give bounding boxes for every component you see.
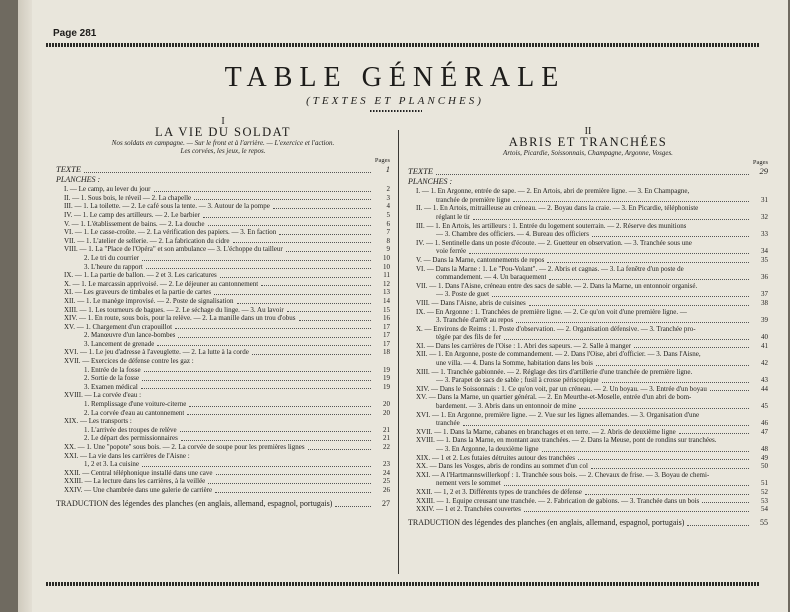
dot-leader xyxy=(591,468,749,469)
toc-entry-text: 2. Sortie de la fosse xyxy=(84,374,140,383)
toc-entry xyxy=(56,254,390,263)
toc-entry-page: 11 xyxy=(383,271,390,280)
dot-leader xyxy=(549,279,749,280)
toc-entry-page: 52 xyxy=(761,487,768,496)
toc-entry-text: VIII. — 1. La "Place de l'Opéra" et son ambulance — 3. L'échoppe du tailleur xyxy=(64,245,283,254)
toc-entry-text: — 3. Chambre des officiers. — 4. Bureau des officiers xyxy=(436,230,589,239)
toc-entry-page: 34 xyxy=(761,247,768,256)
dot-leader xyxy=(157,345,371,346)
toc-entry-text: XVI. — 1. Le jeu d'adresse à l'aveuglette. — 2. La lutte à la corde xyxy=(64,348,249,357)
toc-entry-page: 50 xyxy=(761,462,768,471)
toc-entry xyxy=(408,445,768,454)
toc-entry-text: VII. — 1. Dans l'Aisne, créneau entre des sacs de sable. — 2. Dans la Marne, un entonnoir organisé. xyxy=(416,281,698,290)
toc-entry xyxy=(408,497,768,506)
toc-entry xyxy=(408,505,768,514)
dot-leader xyxy=(579,408,749,409)
toc-entry-text: I. — Le camp, au lever du jour xyxy=(64,185,151,194)
dot-leader xyxy=(287,311,371,312)
toc-entry xyxy=(56,245,390,254)
toc-entry-text: XXIV. — Une chambrée dans une galerie de carrière xyxy=(64,485,213,494)
toc-entry-text: IX. — En Argonne : 1. Tranchées de première ligne. — 2. Ce qu'on voit d'une première ligne. — xyxy=(416,307,687,316)
dot-leader xyxy=(142,260,371,261)
column-divider xyxy=(398,130,399,574)
toc-entry xyxy=(56,228,390,237)
toc-entry-text: 1. L'arrivée des troupes de relève xyxy=(84,425,177,434)
toc-entry-page: 38 xyxy=(761,298,768,307)
dot-leader xyxy=(187,414,371,415)
dot-leader xyxy=(504,485,749,486)
toc-entry xyxy=(408,436,768,445)
dot-leader xyxy=(513,201,749,202)
toc-entry-page: 47 xyxy=(761,427,768,436)
toc-entry-page: 25 xyxy=(383,477,390,486)
dot-leader xyxy=(84,172,371,173)
toc-entry xyxy=(56,194,390,203)
dot-leader xyxy=(524,511,749,512)
toc-entry xyxy=(408,299,768,308)
toc-entry-page: 19 xyxy=(383,365,390,374)
toc-entry xyxy=(56,383,390,392)
toc-entry xyxy=(408,213,768,222)
toc-entry xyxy=(408,368,768,377)
toc-entry-page: 33 xyxy=(761,230,768,239)
texte-row xyxy=(408,166,768,177)
toc-entry-page: 24 xyxy=(383,468,390,477)
dot-leader xyxy=(469,253,749,254)
toc-entry xyxy=(408,230,768,239)
toc-entry-text: tégée par des fils de fer xyxy=(436,333,502,342)
section-heading: LA VIE DU SOLDAT xyxy=(155,124,291,139)
toc-entry-text: IV. — 1. Sentinelle dans un poste d'écoute. — 2. Guetteur en observation. — 3. Tranchée sous une xyxy=(416,238,692,247)
toc-entry xyxy=(408,454,768,463)
toc-entry-page: 17 xyxy=(383,331,390,340)
toc-entry-page: 44 xyxy=(761,384,768,393)
dot-leader xyxy=(286,251,371,252)
dot-leader xyxy=(299,320,371,321)
toc-entry-page: 40 xyxy=(761,333,768,342)
toc-entry xyxy=(408,204,768,213)
toc-entry xyxy=(56,306,390,315)
toc-entry xyxy=(56,297,390,306)
dot-leader xyxy=(261,285,371,286)
toc-entry xyxy=(408,290,768,299)
planches-label: PLANCHES : xyxy=(56,175,101,185)
toc-entry-text: tranchée xyxy=(436,419,460,428)
toc-entry-text: 2. La corvée d'eau au cantonnement xyxy=(84,408,185,417)
toc-entry xyxy=(408,428,768,437)
toc-entry xyxy=(56,477,390,486)
dot-leader xyxy=(181,440,371,441)
dot-leader xyxy=(208,483,371,484)
dot-leader xyxy=(214,294,371,295)
toc-entry-text: XVIII. — La corvée d'eau : xyxy=(64,391,142,400)
toc-entry-text: XVIII. — 1. Dans la Marne, en montant aux tranchées. — 2. Dans la Meuse, pont de rondins sur tranchées. xyxy=(416,436,717,445)
toc-entry-text: une villa. — 4. Dans la Somme, habitation dans les bois xyxy=(436,359,593,368)
toc-entry xyxy=(56,400,390,409)
dot-leader xyxy=(252,354,371,355)
toc-entry xyxy=(408,282,768,291)
toc-entry-page: 5 xyxy=(386,210,390,219)
toc-entry xyxy=(408,247,768,256)
toc-entry-page: 17 xyxy=(383,322,390,331)
section-description-line: Les corvées, les jeux, le repos. xyxy=(180,147,266,156)
toc-entry xyxy=(56,391,390,400)
toc-entry xyxy=(408,333,768,342)
dot-leader xyxy=(215,492,371,493)
toc-entry-text: XXII. — 1, 2 et 3. Différents types de tranchées de défense xyxy=(416,487,582,496)
toc-entry-text: 2. Manœuvre d'un lance-bombes xyxy=(84,331,176,340)
toc-entry xyxy=(56,409,390,418)
pages-header: Pages xyxy=(374,157,390,165)
toc-entry xyxy=(56,237,390,246)
section-description xyxy=(56,139,390,155)
dot-leader xyxy=(529,305,749,306)
plate-list xyxy=(408,187,768,514)
toc-entry-page: 7 xyxy=(386,228,390,237)
toc-entry-page: 16 xyxy=(383,314,390,323)
toc-entry-page: 35 xyxy=(761,255,768,264)
dot-leader xyxy=(146,268,371,269)
toc-entry-page: 53 xyxy=(761,496,768,505)
toc-entry-text: XIX. — 1 et 2. Les futaies détruites autour des tranchées xyxy=(416,453,576,462)
dot-leader xyxy=(216,474,371,475)
toc-entry xyxy=(408,265,768,274)
dot-leader xyxy=(578,459,749,460)
toc-entry xyxy=(408,488,768,497)
dot-leader xyxy=(710,390,749,391)
toc-entry-text: — 3. En Argonne, la deuxième ligne xyxy=(436,445,539,453)
dot-leader xyxy=(180,431,371,432)
toc-entry xyxy=(56,357,390,366)
page-number: Page 281 xyxy=(53,28,97,39)
toc-entry-text: XIV. — 1. En route, sous bois, pour la relève. — 2. La manille dans un trou d'obus xyxy=(64,314,296,323)
toc-entry-text: VI. — 1. Le casse-croûte. — 2. La vérification des papiers. — 3. En faction xyxy=(64,228,277,237)
toc-entry-text: I. — 1. En Argonne, entrée de sape. — 2. En Artois, abri de première ligne. — 3. En Champagne, xyxy=(416,187,690,196)
toc-entry-page: 39 xyxy=(761,316,768,325)
traduction-label: TRADUCTION des légendes des planches (en anglais, allemand, espagnol, portugais) xyxy=(56,498,333,508)
toc-entry-text: XX. — Dans les Vosges, abris de rondins au sommet d'un col xyxy=(416,462,588,471)
toc-entry-page: 4 xyxy=(386,202,390,211)
toc-entry xyxy=(408,187,768,196)
toc-entry-page: 18 xyxy=(383,348,390,357)
section-number: II xyxy=(584,126,592,137)
toc-entry-page: 21 xyxy=(383,425,390,434)
dot-leader xyxy=(702,502,749,503)
toc-entry xyxy=(56,426,390,435)
dot-leader xyxy=(516,322,749,323)
toc-entry xyxy=(56,366,390,375)
toc-entry-page: 22 xyxy=(383,443,390,451)
dot-leader xyxy=(175,328,371,329)
toc-entry-text: XXIV. — 1 et 2. Tranchées couvertes xyxy=(416,505,521,514)
dot-leader xyxy=(592,236,749,237)
toc-entry xyxy=(56,460,390,469)
toc-entry-page: 9 xyxy=(386,245,390,254)
toc-entry-page: 43 xyxy=(761,376,768,385)
toc-entry-text: — 3. Poste de guet xyxy=(436,290,490,299)
toc-entry xyxy=(408,402,768,411)
toc-entry xyxy=(408,273,768,282)
toc-entry xyxy=(56,486,390,495)
toc-entry-text: X. — Environs de Reims : 1. Poste d'observation. — 2. Organisation défensive. — 3. Tranchée pro- xyxy=(416,324,696,333)
dot-leader xyxy=(492,296,749,297)
toc-entry-page: 31 xyxy=(761,195,768,204)
toc-entry xyxy=(408,393,768,402)
dot-leader xyxy=(463,425,749,426)
dot-leader xyxy=(585,494,749,495)
toc-entry-text: III. — 1. La toilette. — 2. Le café sous la tente. — 3. Autour de la pompe xyxy=(64,202,270,211)
toc-entry xyxy=(408,256,768,265)
dot-leader xyxy=(634,347,749,348)
dot-leader xyxy=(504,339,749,340)
toc-entry-page: 21 xyxy=(383,434,390,443)
toc-entry xyxy=(56,185,390,194)
toc-entry-text: XVI. — 1. En Argonne, première ligne. — 2. Vue sur les lignes allemandes. — 3. Organisation d'une xyxy=(416,410,700,419)
dot-leader xyxy=(687,525,749,526)
traduction-label: TRADUCTION des légendes des planches (en anglais, allemand, espagnol, portugais) xyxy=(408,517,685,527)
toc-entry-page: 14 xyxy=(383,296,390,305)
toc-entry-page: 45 xyxy=(761,402,768,411)
toc-entry xyxy=(56,469,390,478)
toc-entry-text: XXI. — A l'Hartmannswillerkopf : 1. Tranchée sous bois. — 2. Chevaux de frise. — 3. Boyau de chemi- xyxy=(416,470,710,479)
traduction-row xyxy=(56,498,390,509)
dot-leader xyxy=(203,217,371,218)
toc-entry-text: 2. Le départ des permissionnaires xyxy=(84,434,178,443)
section-description: Artois, Picardie, Soissonnais, Champagne, Argonne, Vosges. xyxy=(503,149,673,158)
toc-entry xyxy=(56,323,390,332)
toc-entry-text: 1, 2 et 3. La cuisine xyxy=(84,460,140,469)
dot-leader xyxy=(144,371,371,372)
toc-entry xyxy=(408,239,768,248)
toc-entry-page: 15 xyxy=(383,305,390,314)
toc-entry-page: 37 xyxy=(761,290,768,299)
toc-entry-page: 10 xyxy=(383,262,390,271)
toc-entry-text: 1. Remplissage d'une voiture-citerne xyxy=(84,400,187,409)
bottom-rule xyxy=(46,582,760,586)
toc-entry xyxy=(56,314,390,323)
dot-leader xyxy=(141,388,371,389)
section-description-line: Nos soldats en campagne. — Sur le front et à l'arrière. — L'exercice et l'action. xyxy=(111,139,335,148)
toc-entry-page: 6 xyxy=(386,219,390,228)
toc-entry-text: XXIII. — 1. Equipe creusant une tranchée. — 2. Fabrication de gabions. — 3. Tranchée dans un bois xyxy=(416,496,700,505)
toc-entry xyxy=(408,462,768,471)
top-rule xyxy=(46,43,760,47)
traduction-row xyxy=(408,517,768,528)
toc-entry-text: V. — Dans la Marne, cantonnements de repos xyxy=(416,255,545,264)
dot-leader xyxy=(142,466,371,467)
toc-entry-text: IX. — 1. La partie de ballon. — 2 et 3. Les caricatures xyxy=(64,271,217,280)
toc-entry xyxy=(408,222,768,231)
section-number: I xyxy=(221,116,225,127)
toc-entry-text: II. — 1. En Artois, mitrailleuse au créneau. — 2. Boyau dans la craie. — 3. En Picardie, téléphoniste xyxy=(416,204,699,213)
toc-entry xyxy=(408,196,768,205)
toc-entry-text: VII. — 1. L'atelier de sellerie. — 2. La fabrication du cidre xyxy=(64,236,230,245)
dot-leader xyxy=(154,191,372,192)
toc-entry xyxy=(408,325,768,334)
section-i xyxy=(56,118,390,509)
dot-leader xyxy=(273,208,371,209)
toc-entry xyxy=(56,263,390,272)
texte-page: 29 xyxy=(759,166,768,177)
toc-entry-text: VIII. — Dans l'Aisne, abris de cuisines xyxy=(416,298,526,307)
toc-entry-text: 3. L'heure du rapport xyxy=(84,262,143,271)
toc-entry xyxy=(408,411,768,420)
toc-entry xyxy=(56,417,390,426)
toc-entry xyxy=(56,452,390,461)
toc-entry-text: IV. — 1. Le camp des artilleurs. — 2. Le barbier xyxy=(64,210,200,219)
toc-entry-text: XII. — 1. En Argonne, poste de commandement. — 2. Dans l'Oise, abri d'officier. — 3. Dans l'Aisne, xyxy=(416,350,701,359)
dot-leader xyxy=(178,337,371,338)
toc-entry-text: 3. Examen médical xyxy=(84,382,138,391)
toc-entry-text: 3. Tranchée d'arrêt au repos xyxy=(436,316,514,325)
toc-entry xyxy=(408,419,768,428)
texte-page: 1 xyxy=(385,164,390,175)
traduction-page: 27 xyxy=(382,498,390,508)
toc-entry xyxy=(56,348,390,357)
toc-entry xyxy=(56,331,390,340)
toc-entry xyxy=(408,342,768,351)
section-ii xyxy=(408,128,768,528)
dot-leader xyxy=(547,262,749,263)
toc-entry xyxy=(408,359,768,368)
toc-entry-text: commandement. — 4. Un baraquement xyxy=(436,273,547,282)
toc-entry xyxy=(56,220,390,229)
dot-leader xyxy=(679,433,749,434)
toc-entry xyxy=(408,479,768,488)
toc-entry xyxy=(56,340,390,349)
toc-entry-page: 46 xyxy=(761,419,768,428)
toc-entry-text: XV. — 1. Chargement d'un crapouillot xyxy=(64,322,173,331)
toc-entry xyxy=(56,211,390,220)
dot-leader xyxy=(220,277,371,278)
toc-entry-text: tranchée de première ligne xyxy=(436,195,511,204)
toc-entry xyxy=(408,385,768,394)
toc-entry-page: 32 xyxy=(761,212,768,221)
texte-row xyxy=(56,164,390,175)
toc-entry xyxy=(56,288,390,297)
traduction-page: 55 xyxy=(760,517,768,527)
dot-leader xyxy=(473,219,749,220)
toc-entry-text: nement vers le sommet xyxy=(436,479,501,488)
toc-entry xyxy=(408,350,768,359)
toc-entry-page: 41 xyxy=(761,341,768,350)
toc-entry-page: 26 xyxy=(383,485,390,494)
toc-entry xyxy=(408,376,768,385)
toc-entry-text: III. — 1. En Artois, les artilleurs : 1. Entrée du logement souterrain. — 2. Réserve des munitions xyxy=(416,221,687,230)
toc-entry-text: XVII. — 1. Dans la Marne, cabanes en branchages et en terre. — 2. Abris de deuxième ligne xyxy=(416,427,676,436)
toc-entry-text: XIII. — 1. Tranchée gabionnée. — 2. Réglage des tirs d'artillerie d'une tranchée de première ligne. xyxy=(416,367,693,376)
toc-entry xyxy=(56,202,390,211)
toc-entry-page: 3 xyxy=(386,193,390,202)
toc-entry-page: 19 xyxy=(383,382,390,391)
toc-entry-text: réglant le tir xyxy=(436,212,471,221)
toc-entry-page: 13 xyxy=(383,288,390,297)
toc-entry-page: 42 xyxy=(761,359,768,368)
page-title: TABLE GÉNÉRALE xyxy=(224,62,566,93)
toc-entry-text: XIII. — 1. Les tourneurs de bagues. — 2. Le séchage du linge. — 3. Au lavoir xyxy=(64,305,284,314)
toc-entry-page: 23 xyxy=(383,460,390,469)
toc-entry-page: 36 xyxy=(761,273,768,282)
toc-entry-text: XI. — Les graveurs de timbales et la partie de cartes xyxy=(64,288,212,297)
toc-entry xyxy=(408,308,768,317)
toc-entry-text: voie ferrée xyxy=(436,247,467,256)
toc-entry-page: 51 xyxy=(761,479,768,488)
planches-label: PLANCHES : xyxy=(408,177,453,187)
toc-entry-page: 48 xyxy=(761,445,768,453)
dot-leader xyxy=(189,406,371,407)
dot-leader xyxy=(208,225,371,226)
dot-leader xyxy=(542,451,749,452)
page-subtitle: (TEXTES ET PLANCHES) xyxy=(306,95,484,107)
dot-leader xyxy=(308,449,371,450)
toc-entry-text: XIV. — Dans le Soissonnais : 1. Ce qu'on voit, par un créneau. — 2. Un boyau. — 3. Entrée d'un boyau xyxy=(416,384,707,393)
toc-entry-page: 54 xyxy=(761,505,768,514)
toc-entry-page: 12 xyxy=(383,279,390,288)
toc-entry xyxy=(56,271,390,280)
toc-entry-text: XI. — Dans les carrières de l'Oise : 1. Abri des sapeurs. — 2. Salle à manger xyxy=(416,341,632,350)
title-ornament xyxy=(370,110,422,112)
toc-entry-text: bardement. — 3. Abris dans un entonnoir de mine xyxy=(436,402,576,411)
toc-entry-text: X. — 1. Le marcassin apprivoisé. — 2. Le déjeuner au cantonnement xyxy=(64,279,259,288)
toc-entry-text: XII. — 1. Le manège improvisé. — 2. Poste de signalisation xyxy=(64,296,234,305)
toc-entry-page: 17 xyxy=(383,339,390,348)
toc-entry-page: 2 xyxy=(386,185,390,194)
dot-leader xyxy=(602,382,749,383)
toc-entry-text: V. — 1. L'établissement de bains. — 2. La douche xyxy=(64,219,205,228)
toc-entry xyxy=(56,374,390,383)
toc-entry-text: 1. Entrée de la fosse xyxy=(84,365,141,374)
toc-entry-text: II. — 1. Sous bois, le réveil — 2. La chapelle xyxy=(64,193,192,202)
texte-label: TEXTE xyxy=(408,166,434,177)
toc-entry-text: VI. — Dans la Marne : 1. Le "Pou-Volant". — 2. Abris et cagnas. — 3. La fenêtre d'un poste de xyxy=(416,264,684,273)
toc-entry xyxy=(56,443,390,452)
section-heading: ABRIS ET TRANCHÉES xyxy=(508,134,668,149)
pages-header: Pages xyxy=(752,159,768,167)
toc-entry-text: XV. — Dans la Marne, un quartier général. — 2. En Meurthe-et-Moselle, entrée d'un abri de bom- xyxy=(416,393,692,402)
toc-entry-page: 49 xyxy=(761,453,768,462)
plate-list xyxy=(56,185,390,494)
toc-entry-text: — 3. Parapet de sacs de sable ; fusil à crosse périscopique xyxy=(436,376,599,385)
dot-leader xyxy=(142,380,371,381)
dot-leader xyxy=(194,199,371,200)
toc-entry xyxy=(56,280,390,289)
toc-entry-text: 3. Lancement de grenade xyxy=(84,339,155,348)
dot-leader xyxy=(237,303,371,304)
toc-entry-page: 10 xyxy=(383,253,390,262)
toc-entry xyxy=(56,434,390,443)
dot-leader xyxy=(596,365,749,366)
dot-leader xyxy=(436,174,749,175)
dot-leader xyxy=(335,506,371,507)
toc-entry-page: 8 xyxy=(386,236,390,245)
toc-entry-page: 19 xyxy=(383,374,390,383)
toc-entry xyxy=(408,316,768,325)
toc-entry-page: 20 xyxy=(383,400,390,409)
toc-entry-text: XIX. — Les transports : xyxy=(64,417,132,426)
dot-leader xyxy=(233,242,372,243)
toc-entry-text: 2. Le tri du courrier xyxy=(84,253,140,262)
toc-entry-text: XX. — 1. Une "popote" sous bois. — 2. La corvée de soupe pour les premières lignes xyxy=(64,443,305,451)
toc-entry-page: 20 xyxy=(383,408,390,417)
dot-leader xyxy=(279,234,371,235)
toc-entry xyxy=(408,471,768,480)
toc-entry-text: XXII. — Central téléphonique installé dans une cave xyxy=(64,468,213,477)
texte-label: TEXTE xyxy=(56,164,82,175)
toc-entry-text: XXI. — La vie dans les carrières de l'Aisne : xyxy=(64,451,190,460)
toc-entry-text: XVII. — Exercices de défense contre les gaz : xyxy=(64,357,194,366)
toc-entry-text: XXIII. — La lecture dans les carrières, à la veillée xyxy=(64,477,206,486)
